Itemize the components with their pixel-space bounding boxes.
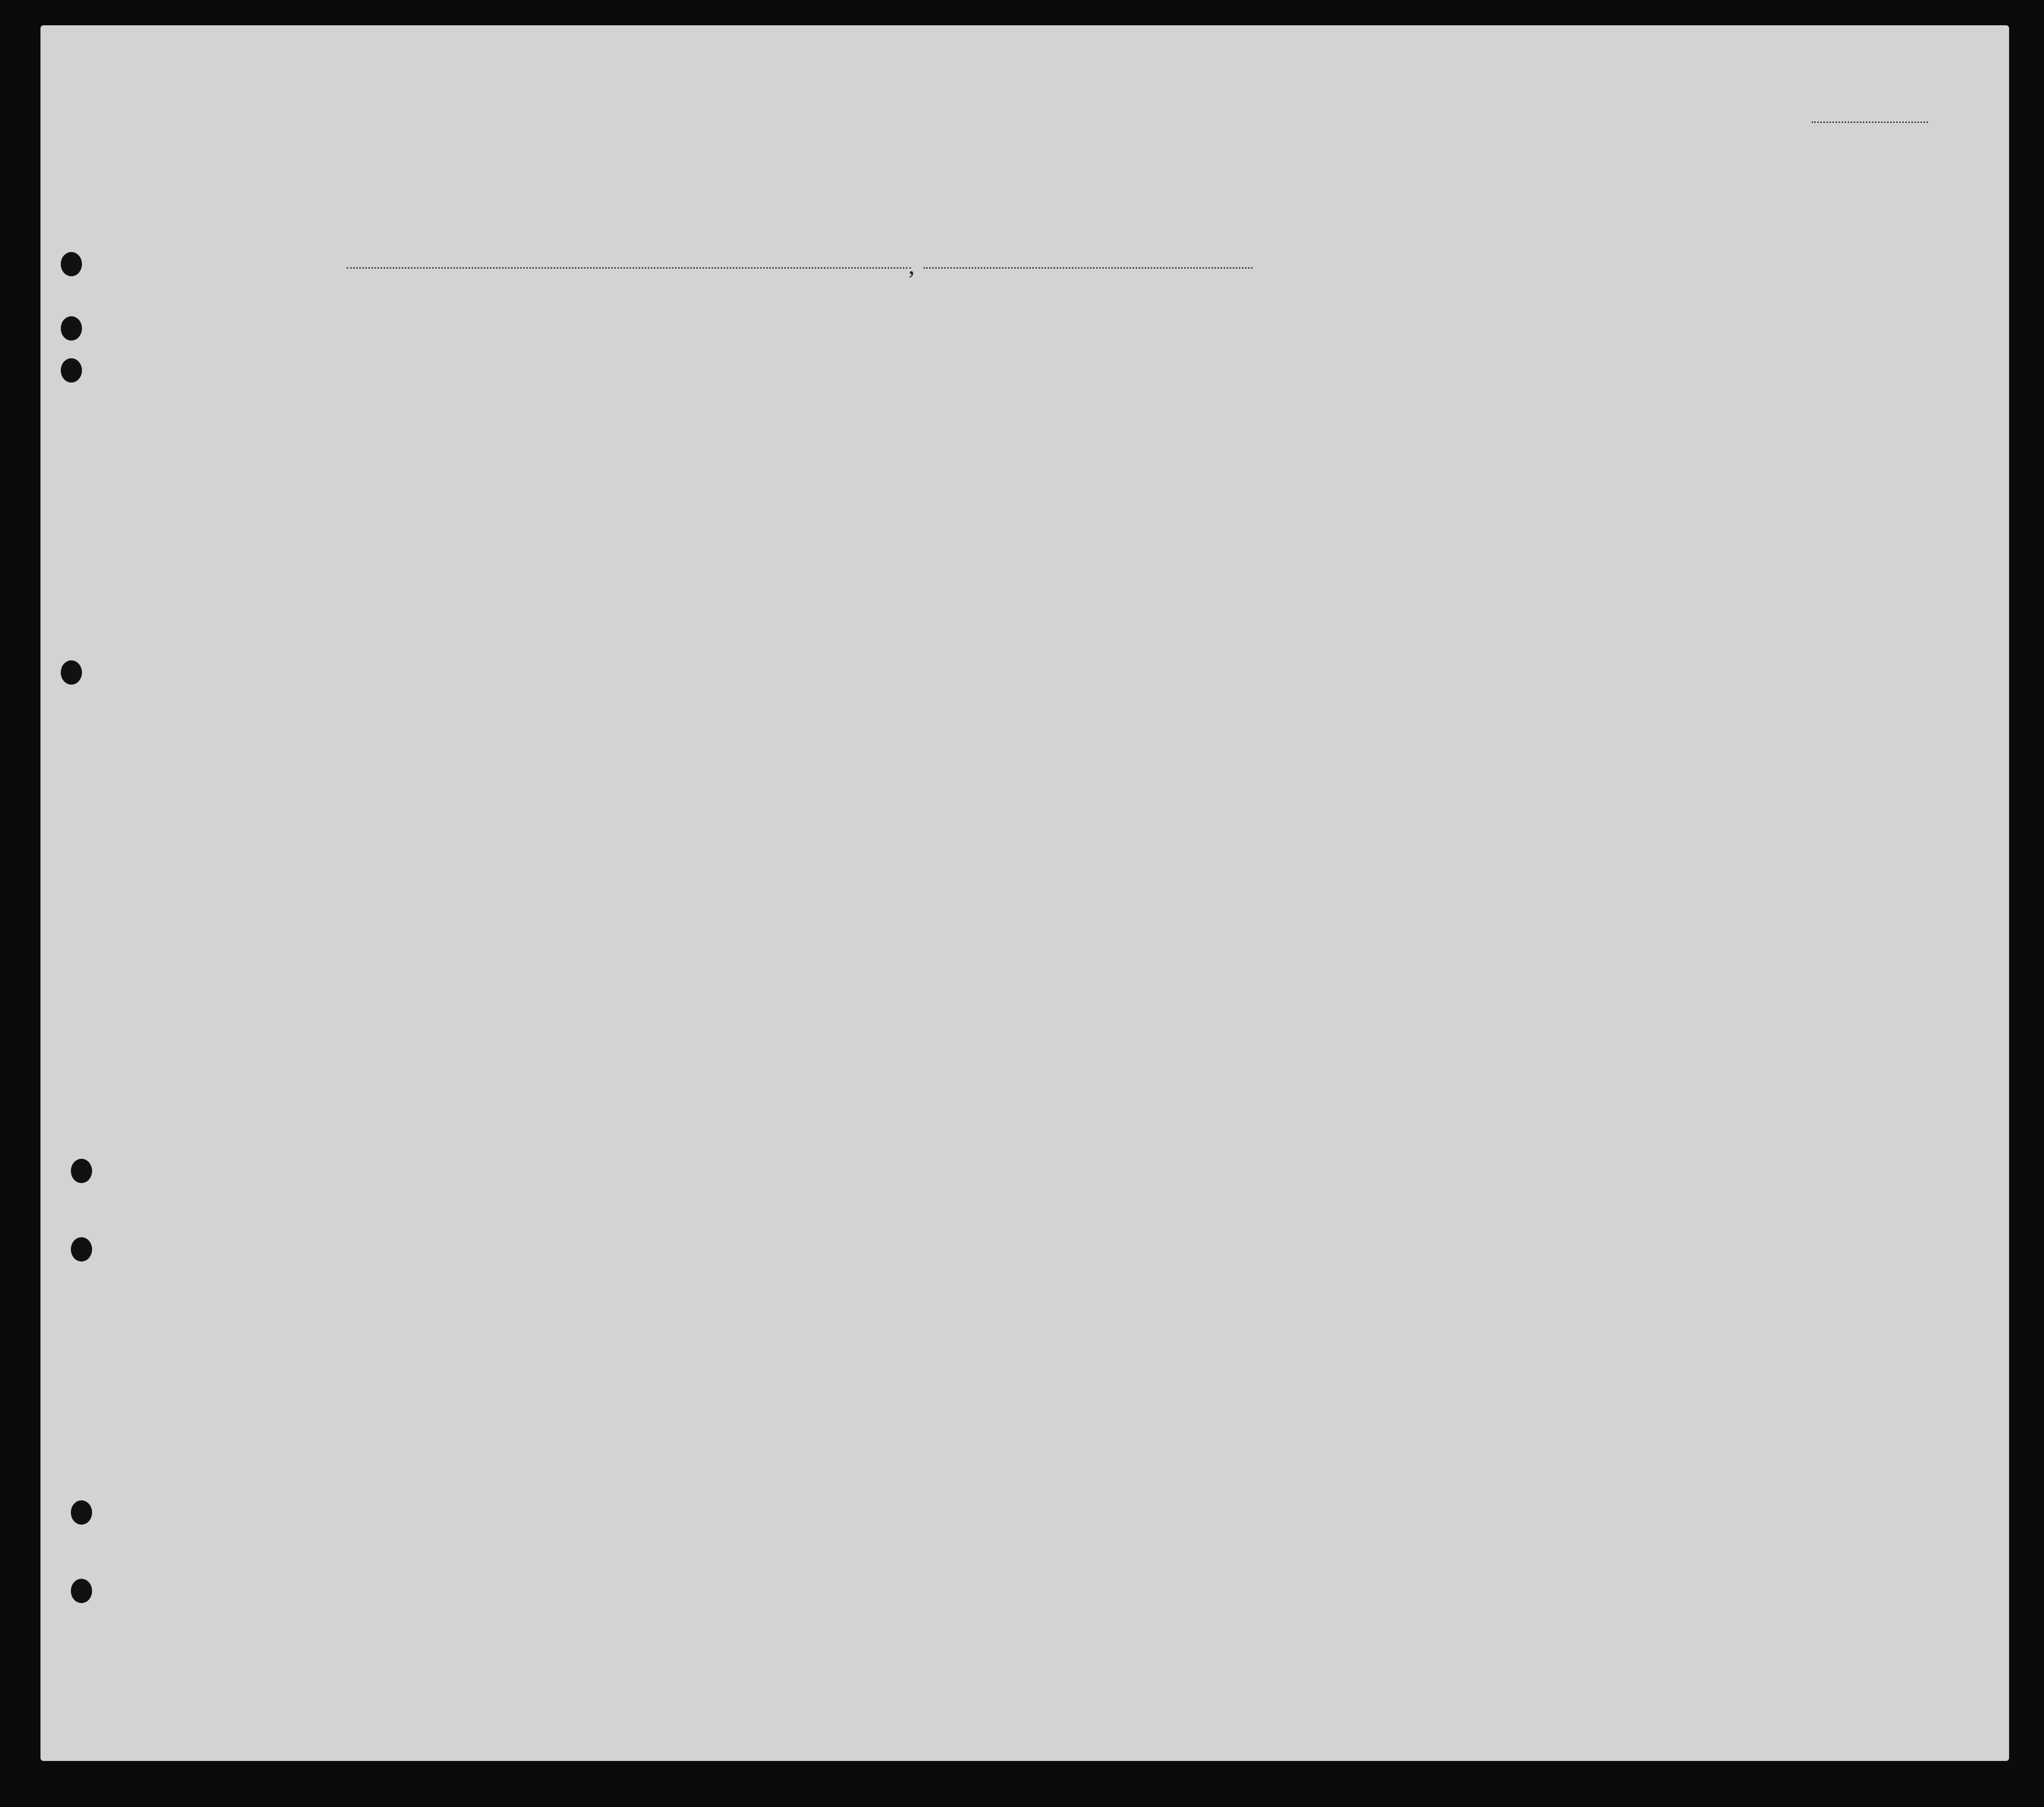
header-purpose-citizen bbox=[1311, 369, 1331, 455]
header-offer bbox=[1493, 334, 1523, 455]
header-excluded bbox=[1533, 334, 1554, 455]
manifest-sheet bbox=[40, 25, 2009, 1761]
manifest-grid bbox=[40, 25, 2009, 1761]
header-q28 bbox=[1442, 334, 1483, 455]
header-purpose-return bbox=[1227, 369, 1247, 455]
header-prison bbox=[1349, 334, 1376, 455]
header-purpose-length bbox=[1265, 369, 1285, 455]
header-arrested bbox=[1559, 334, 1579, 455]
comma: , bbox=[908, 251, 915, 279]
